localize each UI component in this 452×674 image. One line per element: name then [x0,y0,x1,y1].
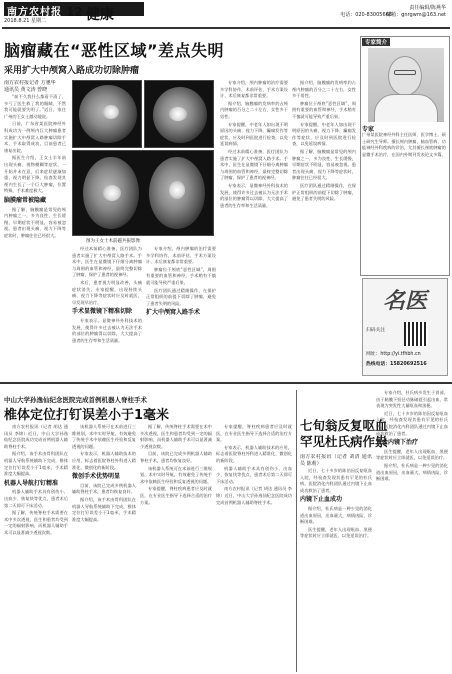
story1-column-2 [72,246,142,378]
story1-column-3 [146,246,216,378]
story1-byline-1: 南方农村报记者 方驰华 [4,80,56,86]
story3-headline-line-2: 罕见杜氏病作祟 [300,434,388,449]
paragraph: 近日，七十多岁的陈伯因反复呕血入院，经检查发现其患有罕见的杜氏病。医院消化内科团队通过内镜下止血成功救治了患者。 [300,468,372,493]
paragraph: 经过术前精心准备，医疗团队为患者实施了扩大中颅窝入路手术。手术中，医生在显微镜下仔细分离肿瘤与周围的血管和神经，最终完整切除了肿瘤，保护了患者的视神经。 [220,148,288,181]
story2-section-head-2: 微创手术优势明显 [72,473,121,481]
paragraph: 专家表示，显微神经外科技术的发展，使得许多过去被认为无法手术的部位的肿瘤得以切除，大大提高了患者的生存率和生活质量。 [220,182,288,208]
masthead: 南方农村报 [4,2,144,16]
paragraph: 机器人辅助手术具有创伤小、出血少、恢复快等优点，患者术后第二天即可下床活动。 [216,465,292,484]
section-title: 健康 [86,7,114,23]
paragraph: 专家提醒，脊柱疾病患者应及时就医，在专业医生指导下选择合适的治疗方案。 [216,424,292,443]
story1-column-1 [4,80,66,378]
expert-bio: 广州某医院神经外科主任医师，医学博士，硕士研究生导师。擅长颅内肿瘤、脑血管病、功能神经外科疾病的诊治，尤其擅长颅底肿瘤的显微手术治疗，在国内外期刊发表论文多篇。 [362,132,446,157]
paragraph: 据医生介绍，王女士半年前出现头痛、视物模糊等症状，一开始并未在意，后来症状逐渐加重，视力明显下降。检查发现其颅内生长了一个巨大肿瘤，位置特殊，手术难度极大。 [4,155,66,194]
paragraph: 据了解，脑膜瘤是常见的颅内肿瘤之一，多为良性，生长缓慢，早期症状不明显，容易被忽视。患者出现头痛、视力下降等症状时，肿瘤往往已经很大。 [292,148,356,181]
paragraph: 南方农村报讯（记者 胡达 通讯员 李锦）近日，中山大学孙逸仙纪念医院成功完成首例机器人辅助脊柱手术。 [4,424,68,449]
paragraph: 专家提醒，脊柱疾病患者应及时就医，在专业医生指导下选择合适的治疗方案。 [140,486,212,505]
story1-column-5 [292,80,356,378]
story3-section-head-2: 黄金内镜下治疗 [376,439,419,447]
expert-photo [368,48,444,122]
paragraph: 该机器人系统可在术前进行三维规划，术中实时导航，有效避免了传统手术中依赖医生经验和反复透视的问题。 [72,424,136,449]
paragraph: 目前，该院已完成多例机器人辅助脊柱手术，患者均恢复良好。 [72,482,136,495]
story2-column-4 [216,424,292,670]
paragraph: 近日，七十多岁的陈伯因反复呕血入院，经检查发现其患有罕见的杜氏病。医院消化内科团队通过内镜下止血成功救治了患者。 [376,410,448,436]
paragraph: 肿瘤位于颅底“恶性区域”，周围有重要的血管和神经，手术稍有不慎就可能导致严重后果。 [146,266,216,285]
paragraph: 据介绍，脑膜瘤的发病率约占颅内肿瘤的百分之二十左右，女性多于男性。 [220,100,288,119]
email-line: 邮箱：gnrgwm@163.net [386,12,446,18]
paragraph: 据介绍，杜氏病是一种少见的消化道出血原因，出血量大，病情凶险，诊断困难。 [300,505,372,525]
story3-headline-line-1: 七旬翁反复呕血 [300,418,388,433]
editor-line: 责任编辑/陈燕华 [409,5,446,11]
ad-line-1: 扫码关注 [366,328,386,333]
scan-caption: 图为王女士术前磁共振影像 [86,239,140,244]
paragraph: 据介绍，杜氏病是一种少见的消化道出血原因，出血量大，病情凶险，诊断困难。 [376,462,448,482]
paragraph: 日前，广东省某医院神经外科成功为一例颅内巨大肿瘤患者实施扩大中颅窝入路肿瘤切除手术，手术取得成功，目前患者已康复出院。 [4,121,66,153]
story2-column-2 [72,424,136,670]
paragraph: 目前，该院已完成多例机器人辅助脊柱手术，患者均恢复良好。 [140,451,212,463]
mri-scan-axial [72,150,214,236]
page-number: 12 [66,5,83,19]
paragraph: 专家表示，显微神经外科技术的发展，使得许多过去被认为无法手术的部位的肿瘤得以切除，大大提高了患者的生存率和生活质量。 [72,317,142,343]
story1-column-4 [220,80,288,378]
phone-line: 电话：020-83005668 [340,12,392,18]
paragraph: 经过术前精心准备，医疗团队为患者实施了扩大中颅窝入路手术。手术中，医生在显微镜下仔细分离肿瘤与周围的血管和神经，最终完整切除了肿瘤，保护了患者的视神经。 [72,246,142,278]
section-divider [0,382,452,384]
paragraph: 专家介绍，颅内肿瘤的治疗需要多学科协作，术前评估、手术方案设计、术后康复都非常重要。 [220,80,288,99]
paragraph: “前不久我什么都看不清了，多亏了医生救了我的眼睛，不然我可能就要失明了。”近日，家住广州的王女士激动地说。 [4,94,66,119]
story2-headline: 椎体定位打钉误差小于1毫米 [4,408,170,423]
paragraph: 肿瘤位于颅底“恶性区域”，周围有重要的血管和神经，手术稍有不慎就可能导致严重后果。 [292,100,356,119]
story3-headline [300,418,388,450]
paragraph: 该机器人系统可在术前进行三维规划，术中实时导航，有效避免了传统手术中依赖医生经验和反复透视的问题。 [140,465,212,484]
paragraph: 医生提醒，老年人出现呕血、黑便等症状时应立即就医，以免延误治疗。 [300,526,372,539]
paragraph: 机器人辅助手术具有创伤小、出血少、恢复快等优点，患者术后第二天即可下床活动。 [4,489,68,508]
story1-byline-2: 通讯员 黄文涛 曾晓 [4,87,48,93]
paragraph: 专家介绍，颅内肿瘤的治疗需要多学科协作，术前评估、手术方案设计、术后康复都非常重要。 [146,246,216,265]
paragraph: 专家介绍，杜氏病多发生于胃部，由于黏膜下恒径动脉破裂引起出血，常表现为突发性大量呕血和黑便。 [376,390,448,409]
paragraph: 医生提醒，老年人出现呕血、黑便等症状时应立即就医，以免延误治疗。 [376,448,448,461]
paragraph: 据介绍，该手术由骨科团队在机器人导航系统辅助下完成，椎体定位打钉误差小于1毫米，手术精准度大幅提高。 [4,451,68,477]
ad-hotline: 热线电话：15820692516 [366,362,427,367]
story1-section-head-3: 扩大中颅窝入路手术 [146,309,201,317]
paragraph: 据了解，传统脊柱手术需要在术中多次透视，医生和患者均受到一定的辐射影响，而机器人辅助手术可以显著减少透视次数。 [4,510,68,535]
story3-column-2 [376,390,448,670]
paragraph: 术后，患者视力明显改善，头痛症状消失。专家提醒，出现持续头痛、视力下降等症状时应及时就医，早发现早治疗。 [72,279,142,305]
ad-url[interactable]: 网址：http://yi.tfhbh.cn [366,352,421,357]
ad-logo: 名医 [382,288,427,314]
story1-section-head-2: 手术显微镜下精准切除 [72,308,133,316]
story2-column-3 [140,424,212,670]
mri-scan-sagittal [72,80,142,148]
paragraph: 据了解，脑膜瘤是常见的颅内肿瘤之一，多为良性，生长缓慢，早期症状不明显，容易被忽视。患者出现头痛、视力下降等症状时，肿瘤往往已经很大。 [4,206,66,238]
paragraph: 据了解，传统脊柱手术需要在术中多次透视，医生和患者均受到一定的辐射影响，而机器人辅助手术可以显著减少透视次数。 [140,424,212,449]
paragraph: 据介绍，脑膜瘤的发病率约占颅内肿瘤的百分之二十左右，女性多于男性。 [292,80,356,99]
expert-label: 专家简介 [362,38,390,46]
paragraph: 专家表示，机器人辅助技术的应用，标志着医院脊柱外科进入精准化、微创化的新阶段。 [72,451,136,470]
header-rule [2,27,450,29]
story1-section-head-1: 脑膜瘤常被隐藏 [4,196,47,204]
expert-name: 专家 [362,126,375,133]
paragraph: 据介绍，该手术由骨科团队在机器人导航系统辅助下完成，椎体定位打钉误差小于1毫米，手术精准度大幅提高。 [72,496,136,522]
story1-subhead: 采用扩大中颅窝入路成功切除肿瘤 [4,66,140,76]
qr-code-icon[interactable] [404,322,428,346]
story3-column-1 [300,454,372,670]
paragraph: 专家提醒，中老年人如出现不明原因的头痛、视力下降、癫痫发作等症状，应及时到医院进行检查，以免延误病情。 [292,121,356,147]
column-rule [296,390,297,672]
story2-section-head-1: 机器人导航打钉精准 [4,479,59,487]
paragraph: 医疗团队通过精细操作，在保护正常组织的前提下切除了肿瘤，避免了患者失明的风险。 [292,182,356,202]
paragraph: 专家表示，机器人辅助技术的应用，标志着医院脊柱外科进入精准化、微创化的新阶段。 [216,444,292,463]
story1-headline: 脑瘤藏在“恶性区域”差点失明 [4,41,225,60]
issue-date: 2018.8.21 星期二 [4,18,47,24]
paragraph: 医疗团队通过精细操作，在保护正常组织的前提下切除了肿瘤，避免了患者失明的风险。 [146,287,216,306]
paragraph: 专家提醒，中老年人如出现不明原因的头痛、视力下降、癫痫发作等症状，应及时到医院进行检查，以免延误病情。 [220,121,288,147]
story3-byline: 南方农村报讯（记者 刘清 通讯员 陈莉） [300,454,372,467]
story2-column-1 [4,424,68,670]
story2-kicker: 中山大学孙逸仙纪念医院完成首例机器人脊柱手术 [4,396,147,404]
mri-scan-coronal [144,80,214,148]
paragraph: 南方农村报讯（记者 胡达 通讯员 李锦）近日，中山大学孙逸仙纪念医院成功完成首例机器人辅助脊柱手术。 [216,486,292,505]
story3-section-head-1: 内镜下止血成功 [300,496,343,504]
